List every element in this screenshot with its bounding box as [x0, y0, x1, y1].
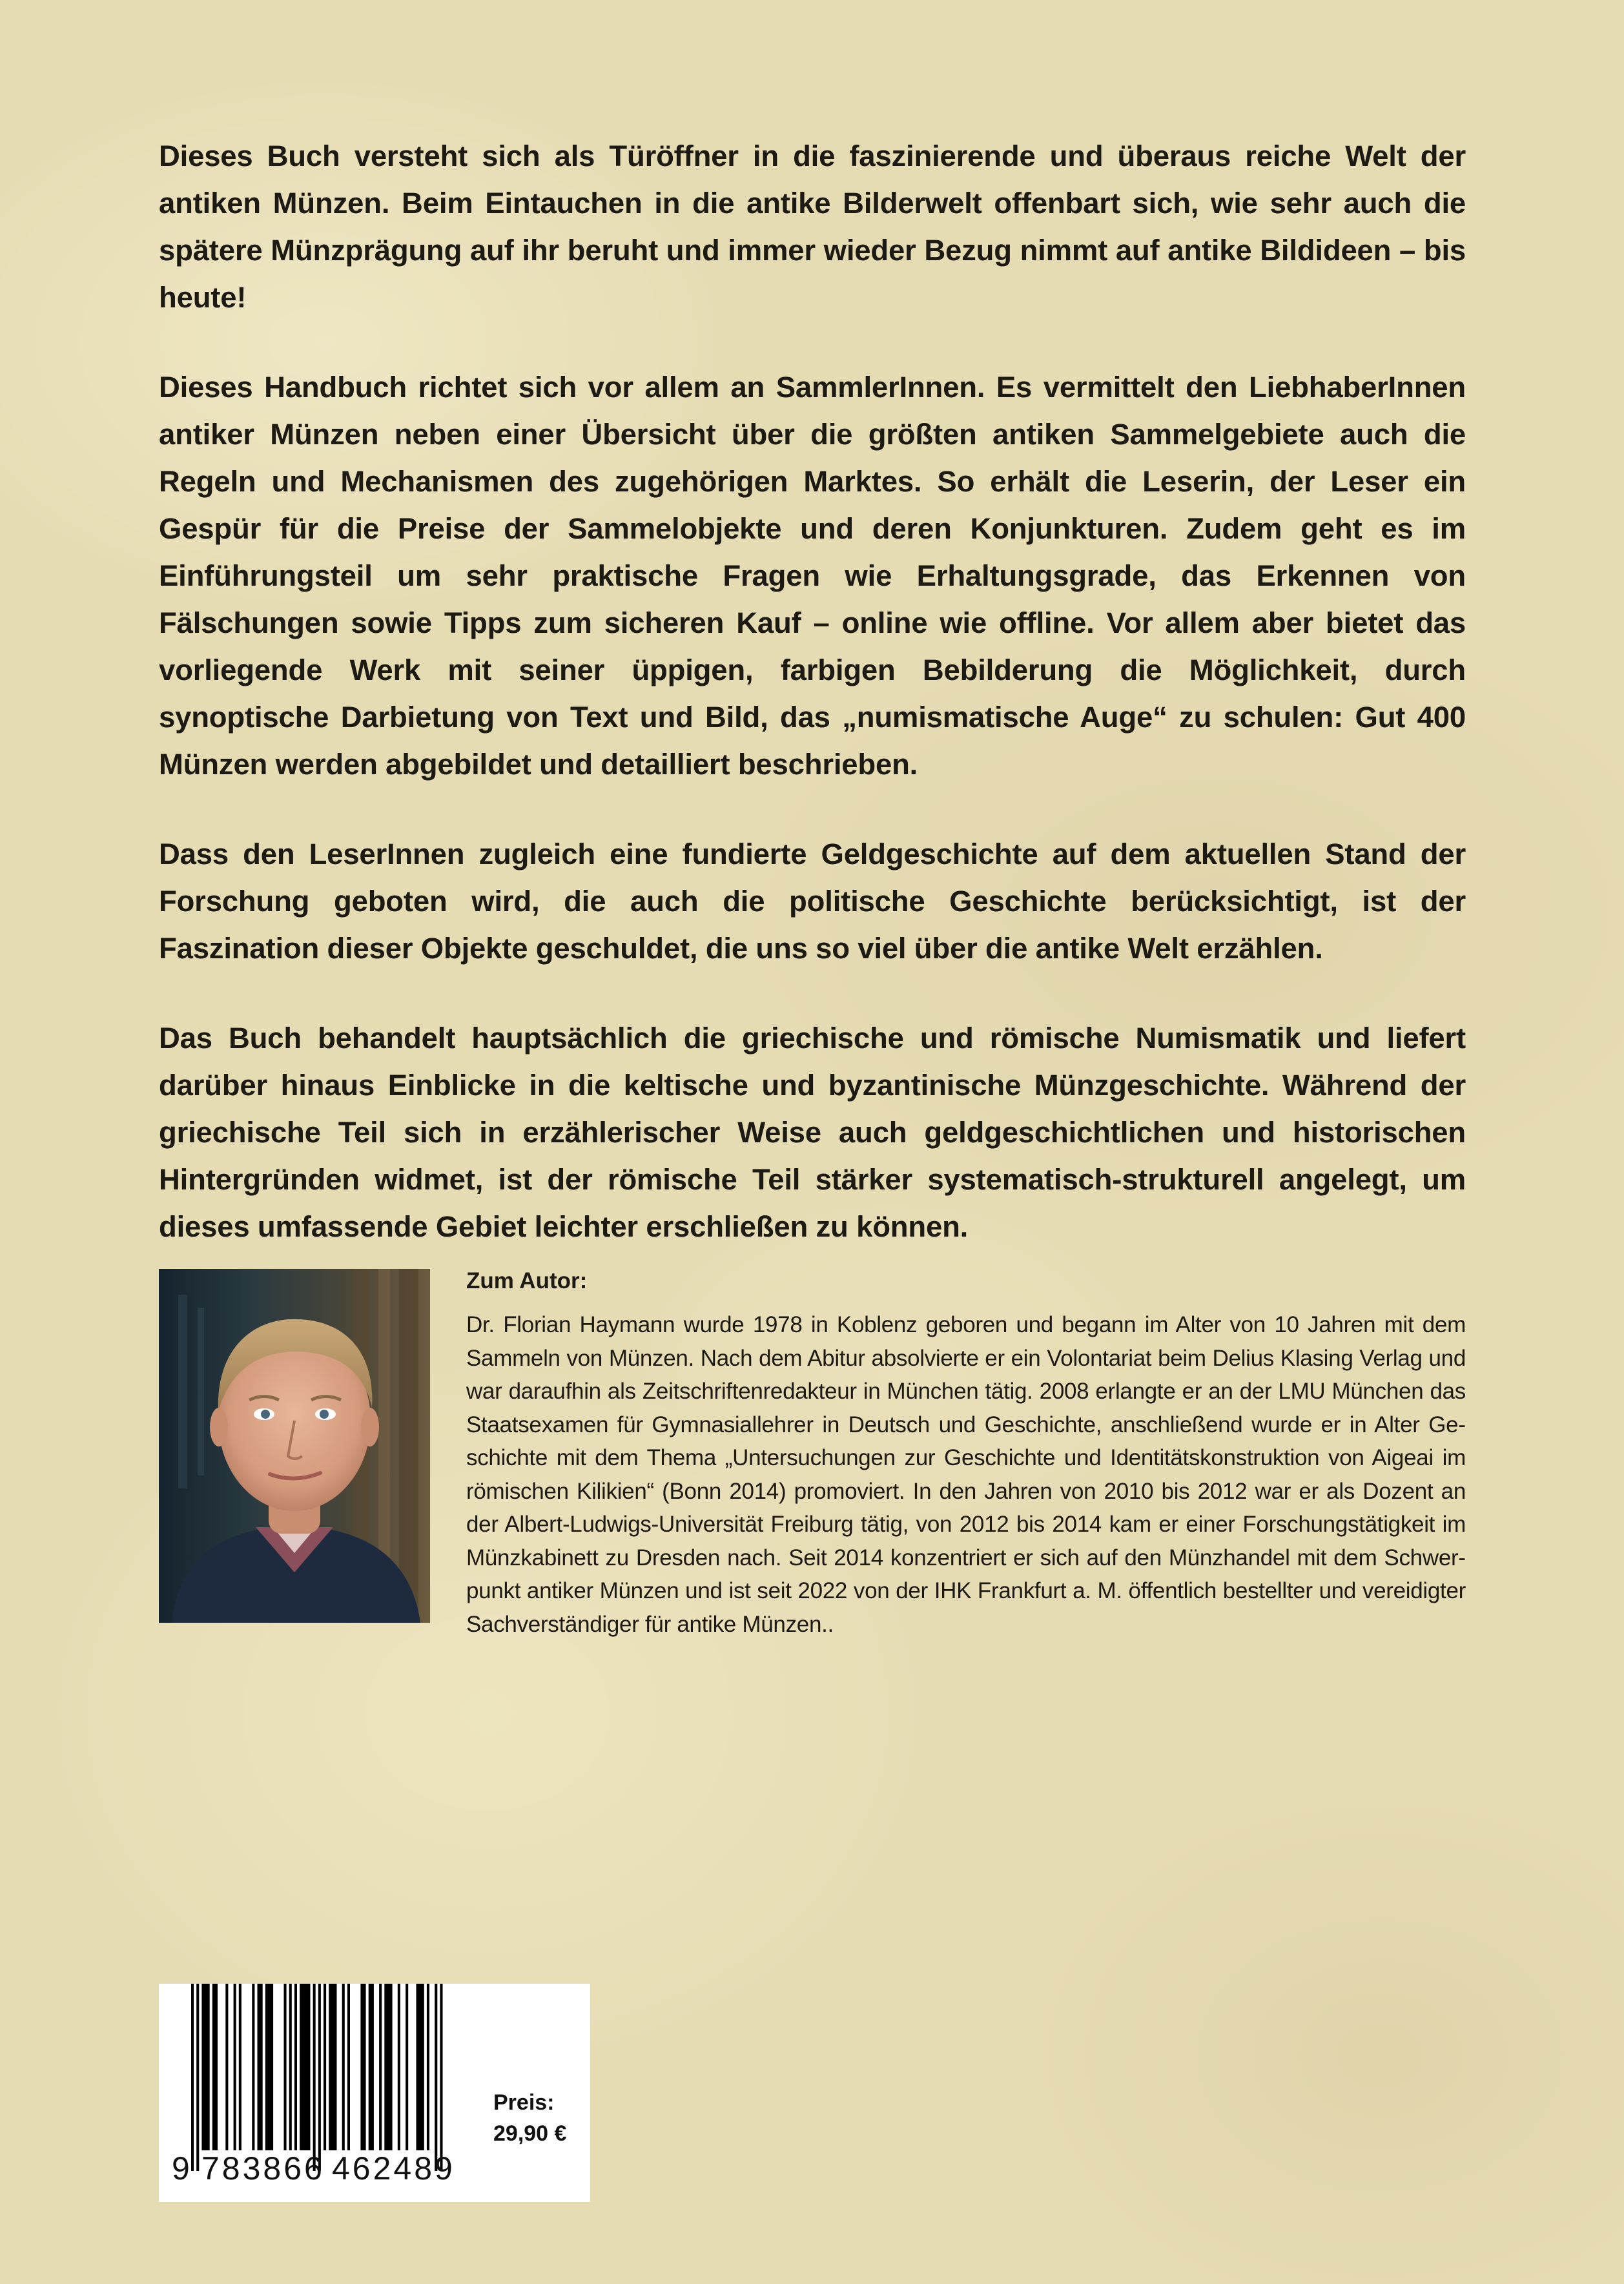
barcode-bar — [379, 1984, 382, 2150]
barcode-bar — [234, 1984, 236, 2150]
barcode-bar — [342, 1984, 345, 2150]
barcode-box — [159, 1984, 590, 2202]
author-heading: Zum Autor: — [466, 1268, 588, 1293]
barcode-bar — [435, 1984, 437, 2171]
barcode-bar — [294, 1984, 297, 2150]
barcode-right-digits: 462489 — [332, 2150, 455, 2186]
barcode-bar — [427, 1984, 429, 2150]
barcode-bar — [406, 1984, 408, 2150]
barcode-bar — [329, 1984, 336, 2150]
intro-paragraph-3: Dass den LeserInnen zugleich eine fundierte Geldgeschichte auf dem aktuellen Stand der Forschung geboten wird, die auch die politische Geschichte berücksichtigt, ist der Faszination dieser Objekte geschuldet, die uns so viel über die antike Welt erzählen. — [159, 838, 1466, 965]
barcode-bar — [191, 1984, 194, 2171]
author-bio-text: Dr. Florian Haymann wurde 1978 in Koblenz geboren und begann im Alter von 10 Jahren mit dem Sammeln von Münzen. Nach dem Abitur absolvierte er ein Volontariat beim Delius Klasing Verlag und war daraufhin als Zeitschriftenredakteur in München tätig. 2008 erlangte er an der LMU München das Staatsexamen für Gymnasiallehrer in Deutsch und Geschichte, anschließend wurde er in Alter Geschichte mit dem Thema „Untersuchungen zur Geschichte und Identitätskonstruktion von Aigeai im römischen Kilikien“ (Bonn 2014) promoviert. In den Jahren von 2010 bis 2012 war er als Dozent an der Albert-Ludwigs-Universität Freiburg tätig, von 2012 bis 2014 kam er einer Forschungstätigkeit im Münzkabinett zu Dresden nach. Seit 2014 konzentriert er sich auf den Münzhandel mit dem Schwerpunkt antiker Münzen und ist seit 2022 von der IHK Frankfurt a. M. öffentlich bestellter und vereidigter Sachverständiger für antike Münzen.. — [466, 1312, 1466, 1637]
barcode-bar — [196, 1984, 199, 2171]
barcode-bar — [313, 1984, 316, 2171]
barcode-bar — [398, 1984, 400, 2150]
barcode-bar — [239, 1984, 242, 2150]
barcode-first-digit: 9 — [172, 2150, 192, 2186]
barcode-bar — [284, 1984, 287, 2150]
barcode-bar — [289, 1984, 292, 2150]
barcode-bar — [212, 1984, 218, 2150]
barcode-bar — [440, 1984, 442, 2171]
barcode-bar — [201, 1984, 209, 2150]
price-label: Preis: — [493, 2090, 555, 2115]
barcode-bar — [324, 1984, 326, 2150]
intro-paragraph-1: Dieses Buch versteht sich als Türöffner in die faszinierende und überaus reiche Welt der antiken Münzen. Beim Eintauchen in die antike Bilderwelt offenbart sich, wie sehr auch die spätere Münzprägung auf ihr beruht und immer wieder Bezug nimmt auf antike Bildideen – bis heute! — [159, 139, 1466, 314]
price-value: 29,90 € — [493, 2121, 567, 2146]
barcode-left-digits: 783866 — [201, 2150, 325, 2186]
barcode-bar — [347, 1984, 350, 2150]
intro-text — [159, 132, 1466, 1250]
barcode-bar — [265, 1984, 273, 2150]
author-section — [466, 1264, 1466, 1641]
barcode-bar — [318, 1984, 321, 2171]
barcode-bar — [369, 1984, 374, 2150]
barcode-bar — [416, 1984, 424, 2150]
barcode-bar — [300, 1984, 310, 2150]
intro-paragraph-4: Das Buch behandelt hauptsächlich die griechische und römische Numismatik und liefert darüber hinaus Einblicke in die keltische und byzantinische Münzgeschichte. Während der griechische Teil sich in erzählerischer Weise auch geldgeschichtlichen und historischen Hintergründen widmet, ist der römische Teil stärker systematisch-strukturell angelegt, um dieses umfassende Gebiet leichter erschließen zu können. — [159, 1022, 1466, 1243]
barcode-bar — [225, 1984, 228, 2150]
barcode-bar — [258, 1984, 263, 2150]
barcode-bar — [360, 1984, 365, 2150]
price-block — [493, 2087, 566, 2149]
intro-paragraph-2: Dieses Handbuch richtet sich vor allem an SammlerInnen. Es vermittelt den LiebhaberInnen antiker Münzen neben einer Übersicht über die größten antiken Sammelgebiete auch die Regeln und Mechanismen des zugehörigen Marktes. So erhält die Leserin, der Leser ein Gespür für die Preise der Sammelobjekte und deren Konjunkturen. Zudem geht es im Einführungsteil um sehr praktische Fragen wie Erhaltungsgrade, das Erkennen von Fälschungen sowie Tipps zum sicheren Kauf – online wie offline. Vor allem aber bietet das vorliegende Werk mit seiner üppigen, farbigen Bebilderung die Möglichkeit, durch synoptische Darbietung von Text und Bild, das „numismatische Auge“ zu schulen: Gut 400 Münzen werden abgebildet und detailliert beschrieben. — [159, 371, 1466, 781]
barcode-bar — [252, 1984, 254, 2150]
barcode-bar — [384, 1984, 392, 2150]
author-photo — [159, 1269, 430, 1623]
